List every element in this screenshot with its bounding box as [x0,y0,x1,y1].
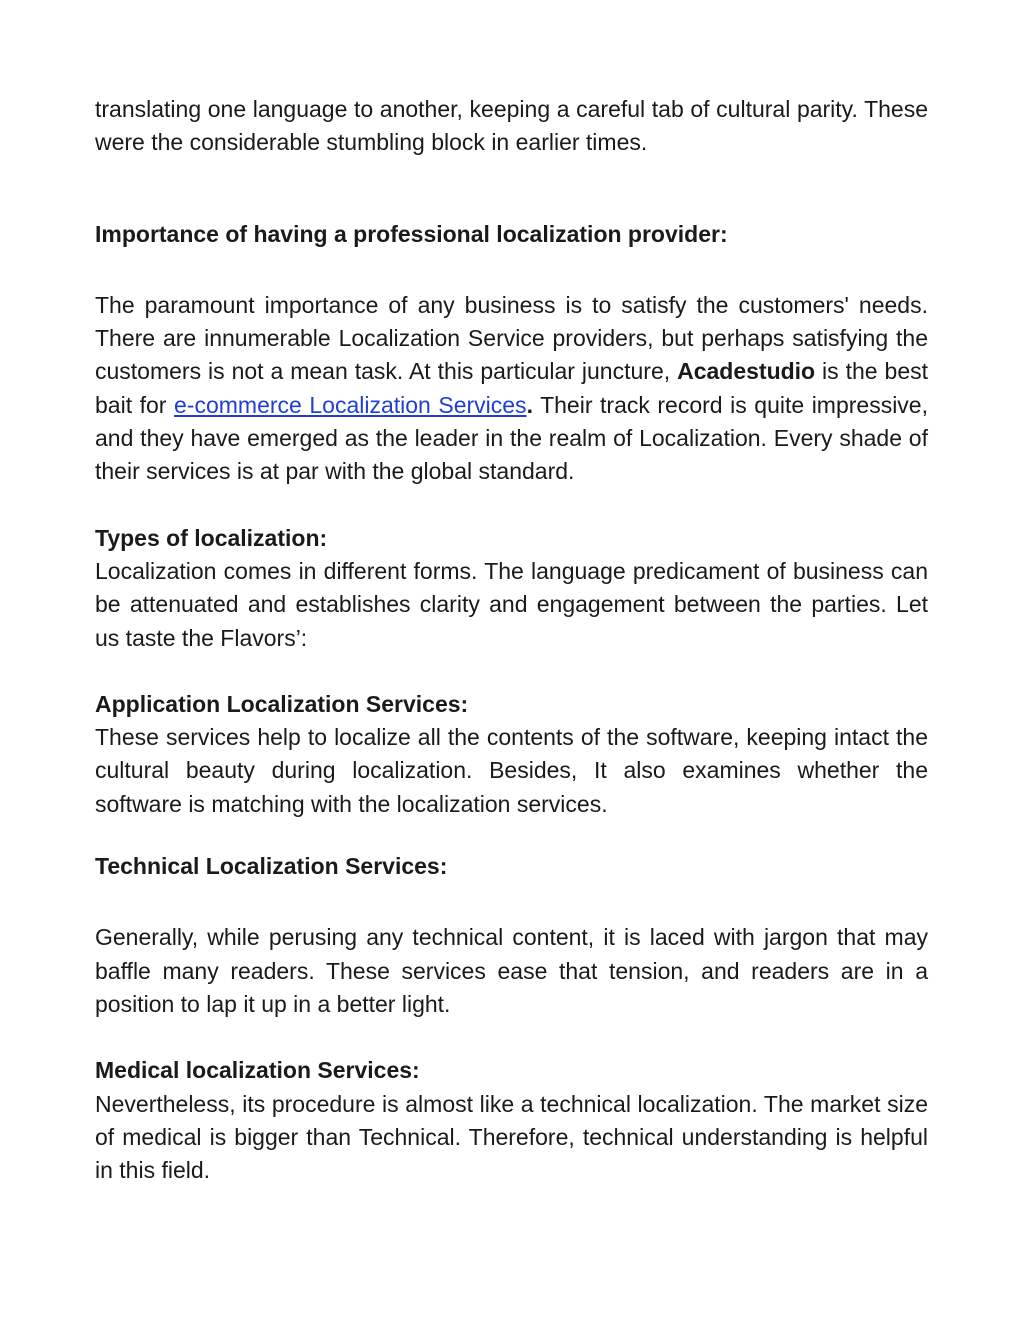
application-paragraph: These services help to localize all the contents of the software, keeping intact the cultural beauty during localization. Besides, It also examines whether the software is matching with the localization services. [95,724,928,817]
types-heading: Types of localization: [95,524,328,551]
document-page [95,93,928,1187]
technical-heading: Technical Localization Services: [95,853,448,880]
ecommerce-localization-link[interactable]: e-commerce Localization Services [174,391,527,418]
types-paragraph: Localization comes in different forms. The language predicament of business can be attenuated and establishes clarity and engagement between the parties. Let us taste the Flavors’: [95,557,928,651]
importance-heading: Importance of having a professional localization provider: [95,220,728,247]
importance-text-middle: is the best bait for [95,358,928,418]
application-heading: Application Localization Services: [95,690,469,717]
importance-text-start: The paramount importance of any business is to satisfy the customers' needs. There are innumerable Localization Service providers, but perhaps satisfying the customers is not a mean task. At this particular juncture, [95,291,928,385]
intro-paragraph: translating one language to another, keeping a careful tab of cultural parity. These were the considerable stumbling block in earlier times. [95,96,928,156]
importance-paragraph [95,289,928,489]
medical-heading: Medical localization Services: [95,1057,420,1084]
brand-name: Acadestudio [677,358,816,385]
importance-text-end: Their track record is quite impressive, and they have emerged as the leader in the realm of Localization. Every shade of their services is at par with the global standard. [95,391,928,485]
importance-period: . [526,391,533,418]
medical-paragraph: Nevertheless, its procedure is almost like a technical localization. The market size of medical is bigger than Technical. Therefore, technical understanding is helpful in this field. [95,1090,928,1184]
technical-paragraph: Generally, while perusing any technical content, it is laced with jargon that may baffle many readers. These services ease that tension, and readers are in a position to lap it up in a better light. [95,924,928,1017]
